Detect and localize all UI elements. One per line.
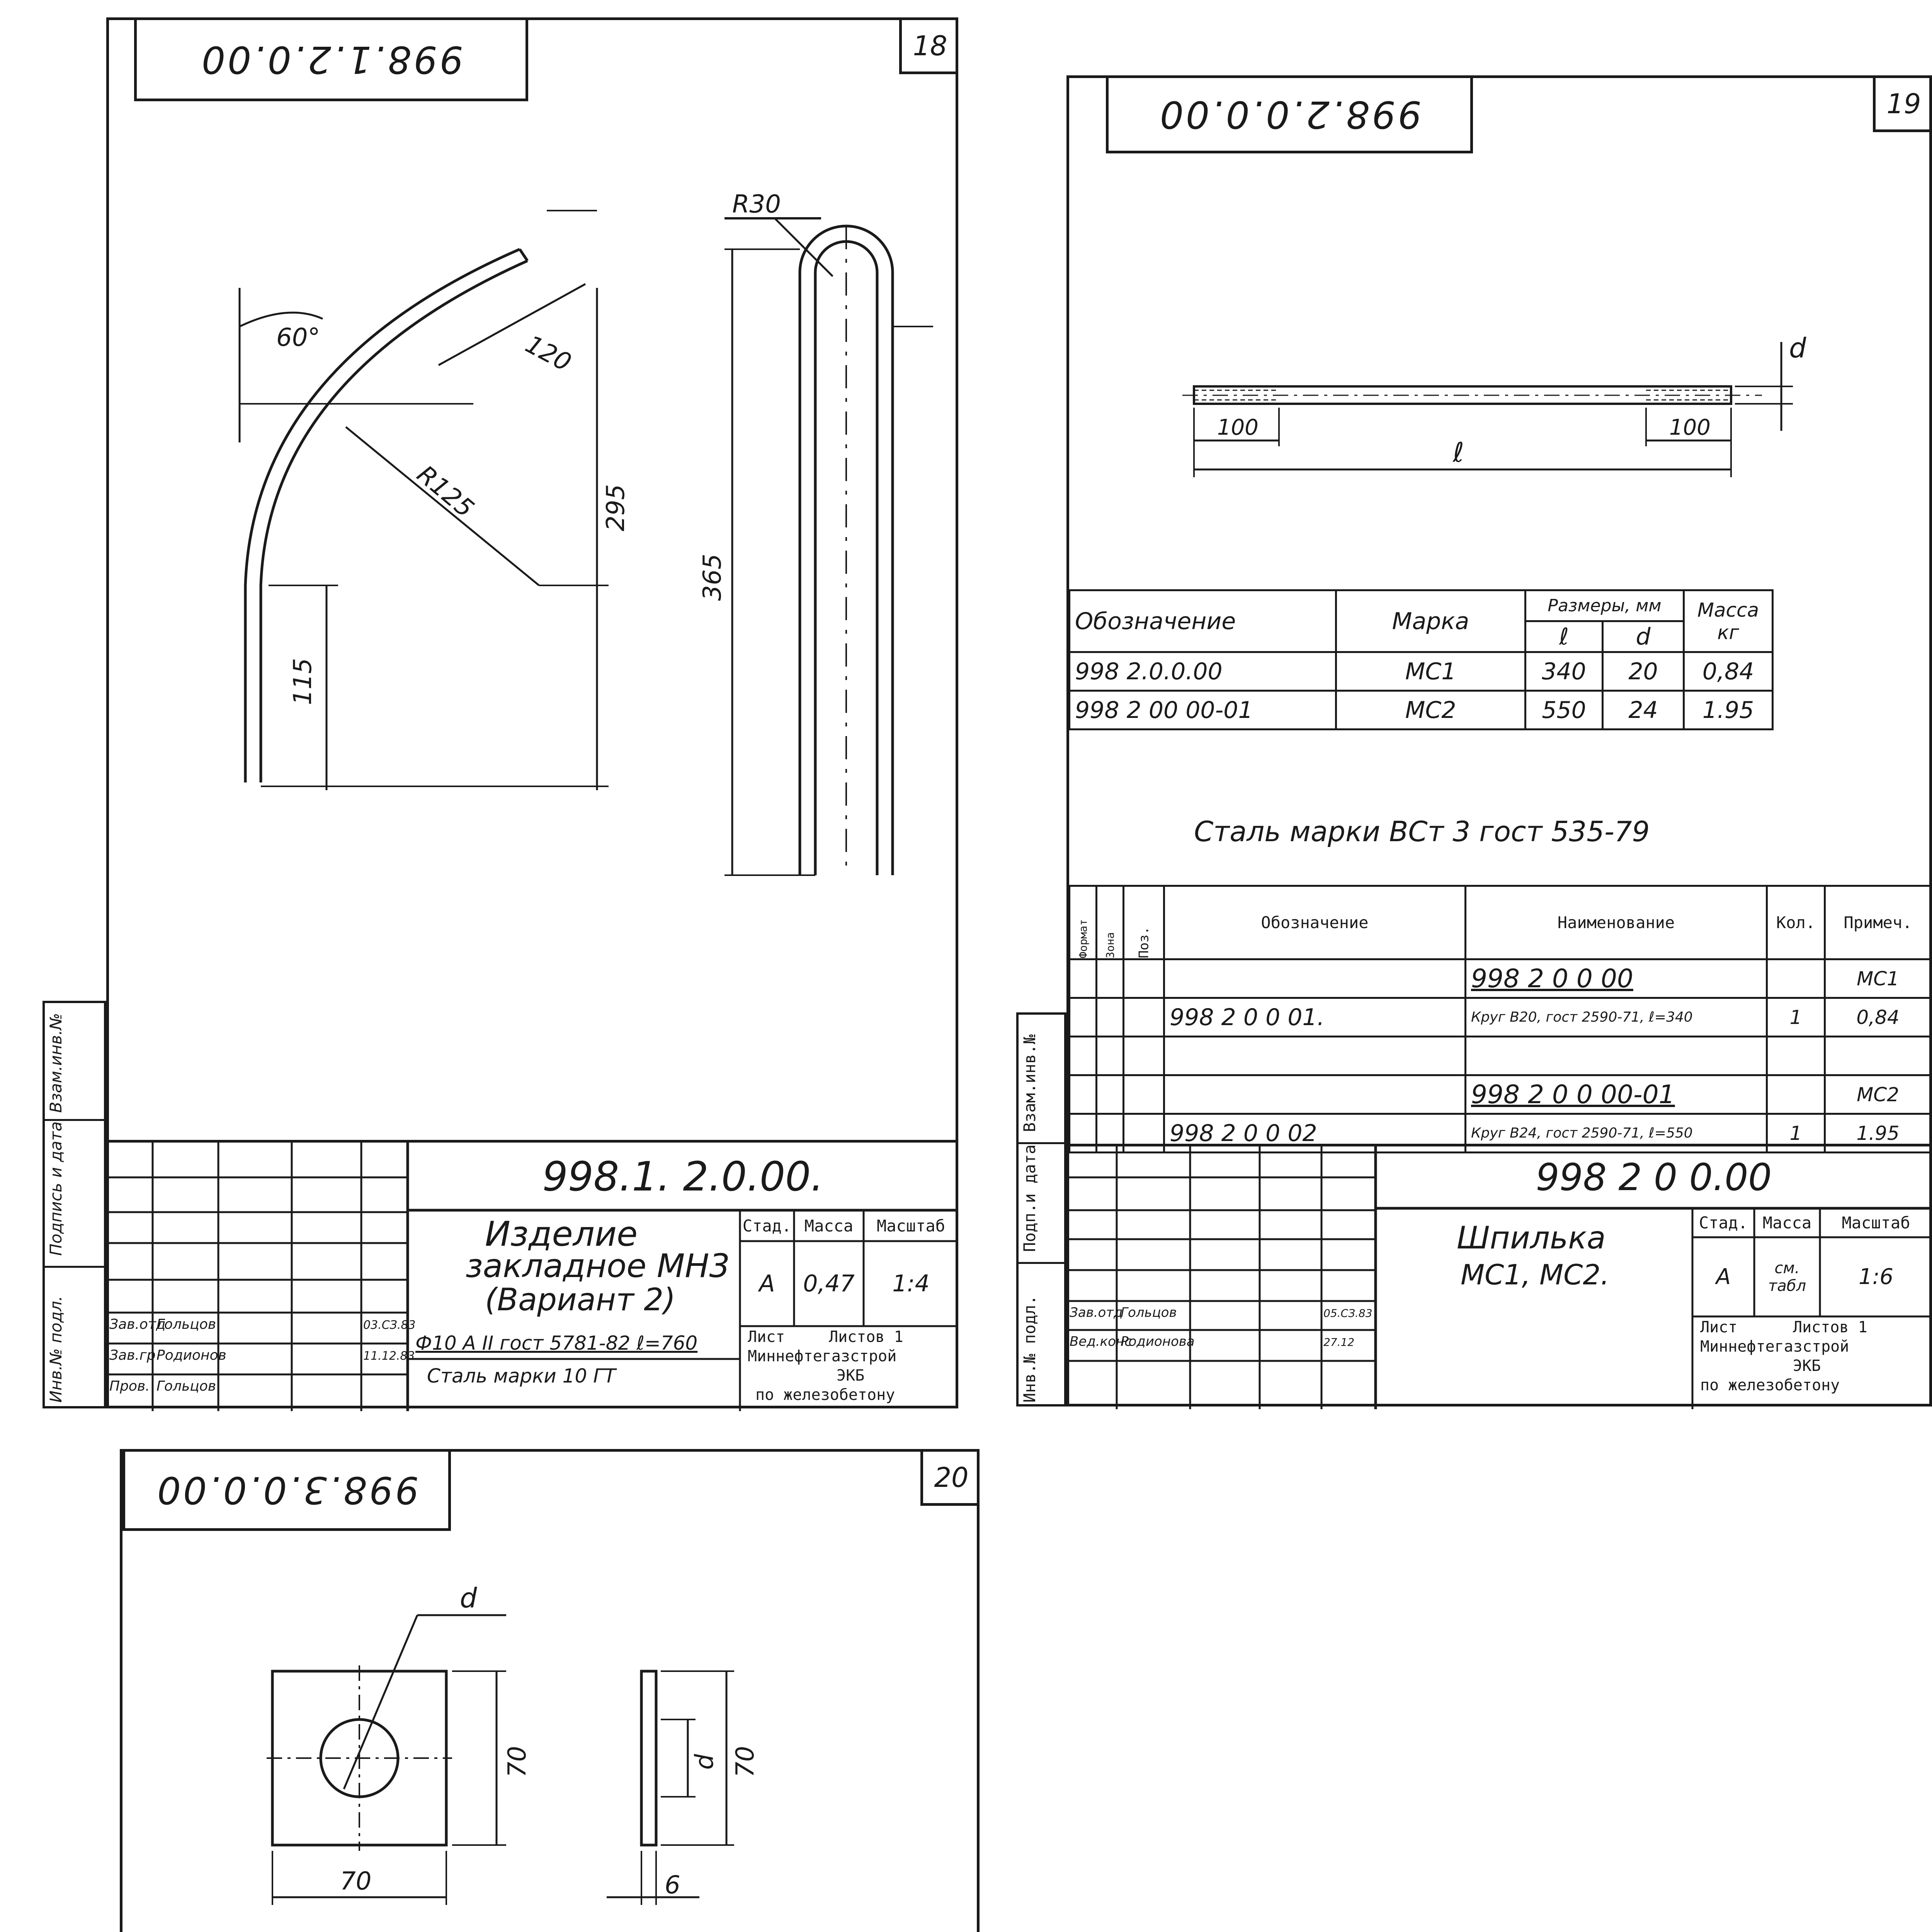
item-name-1: Шпилька	[1457, 1220, 1606, 1256]
dim-365: 365	[698, 553, 727, 601]
mass-value: 0,47	[803, 1270, 855, 1297]
table-row: 998 2 0 0 00-01 МС2	[1070, 1075, 1931, 1114]
side-label-replace: Взам.инв.№	[1020, 1034, 1039, 1132]
dim-100-left: 100	[1217, 415, 1259, 440]
side-label-signature: Подпись и дата	[46, 1121, 65, 1256]
dim-height-70: 70	[503, 1746, 532, 1777]
item-name-3: (Вариант 2)	[485, 1282, 676, 1318]
date-2: 11.12.83	[363, 1349, 415, 1363]
table-row: 998 2 0 0 01. Круг В20, гост 2590-71, ℓ=340 1 0,84	[1070, 998, 1931, 1037]
item-name-1: Изделие	[485, 1214, 638, 1254]
table-row: 998 2.0.0.00 МС1 340 20 0,84	[1070, 652, 1773, 691]
side-label-inventory: Инв.№ подл.	[46, 1296, 65, 1403]
washer-plate-side	[641, 1671, 656, 1845]
dim-hole-d: d	[690, 1754, 719, 1770]
table-row: 998 2 00 00-01 МС2 550 24 1.95	[1070, 691, 1773, 730]
spec-col-code: Обозначение	[1164, 886, 1466, 959]
sheet-code: 998.2.0.0.00	[1157, 93, 1422, 136]
col-code: Обозначение	[1070, 590, 1336, 652]
dim-angle: 60°	[276, 323, 320, 352]
person-1: Гольцов	[1121, 1305, 1177, 1320]
drawing-number: 998.1. 2.0.00.	[542, 1153, 824, 1200]
dim-r30: R30	[732, 190, 781, 219]
drawing-embedded-part	[106, 17, 958, 1099]
page-number: 18	[913, 30, 947, 62]
title-block-18	[106, 1140, 958, 1408]
steel-note: Сталь марки ВСт 3 гост 535-79	[1194, 815, 1650, 848]
side-label-replace: Взам.инв.№	[46, 1013, 65, 1113]
person-3: Гольцов	[156, 1378, 216, 1394]
dim-d: d	[460, 1582, 477, 1614]
scale-header: Масштаб	[1842, 1213, 1910, 1232]
table-row: 998 2 0 0 02 Круг В24, гост 2590-71, ℓ=550 1 1.95	[1070, 1114, 1931, 1153]
org-line-1: Миннефтегазстрой	[748, 1347, 897, 1365]
mass-header: Масса	[804, 1216, 854, 1235]
role-1: Зав.отд	[109, 1316, 166, 1332]
spec-col-format: Формат	[1070, 886, 1097, 959]
sheet-label: Лист	[748, 1328, 785, 1346]
person-1: Гольцов	[156, 1316, 216, 1332]
dim-thickness-6: 6	[665, 1871, 680, 1900]
table-row	[1070, 1037, 1931, 1075]
person-2: Родионов	[156, 1347, 226, 1363]
table-row: 998 2 0 0 00 МС1	[1070, 959, 1931, 998]
scale-value: 1:4	[892, 1270, 930, 1297]
col-mark: Марка	[1336, 590, 1526, 652]
stage-header: Стад.	[1699, 1213, 1748, 1232]
dim-100-right: 100	[1669, 415, 1711, 440]
date-1: 05.СЗ.83	[1323, 1307, 1372, 1320]
dim-width-70: 70	[340, 1867, 372, 1896]
stud-table	[1068, 589, 1774, 730]
spec-col-qty: Кол.	[1767, 886, 1825, 959]
title-block-19	[1066, 1144, 1932, 1406]
scale-value: 1:6	[1858, 1264, 1894, 1289]
col-l: ℓ	[1526, 621, 1603, 652]
col-d: d	[1603, 621, 1684, 652]
col-mass: Масса кг	[1684, 590, 1773, 652]
material-line-1: Ф10 А II гост 5781-82 ℓ=760	[415, 1332, 698, 1354]
dim-115: 115	[289, 658, 317, 705]
spec-col-zone: Зона	[1097, 886, 1124, 959]
sheets-label: Листов 1	[1793, 1318, 1867, 1336]
sheet-code: 998.3.0.0.00	[155, 1468, 419, 1512]
mass-header: Масса	[1762, 1213, 1812, 1232]
date-2: 27.12	[1323, 1336, 1355, 1349]
org-line-1: Миннефтегазстрой	[1700, 1338, 1849, 1355]
role-2: Вед.конс	[1070, 1334, 1132, 1349]
dim-295: 295	[602, 484, 630, 531]
org-line-3: по железобетону	[1700, 1376, 1840, 1394]
role-2: Зав.гр	[109, 1347, 156, 1363]
role-3: Пров.	[109, 1378, 150, 1394]
specification-table	[1068, 885, 1932, 1153]
scale-header: Масштаб	[876, 1216, 945, 1235]
org-line-3: по железобетону	[755, 1386, 895, 1404]
org-line-2: ЭКБ	[837, 1367, 865, 1384]
spec-col-note: Примеч.	[1825, 886, 1931, 959]
drawing-stud	[1066, 75, 1932, 500]
spec-col-name: Наименование	[1466, 886, 1767, 959]
col-dims: Размеры, мм	[1526, 590, 1684, 621]
dim-r125: R125	[411, 460, 479, 524]
side-label-signature: Подп.и дата	[1020, 1144, 1039, 1252]
stage-value: А	[1716, 1264, 1731, 1289]
item-name-2: закладное МН3	[466, 1247, 730, 1285]
drawing-washer	[120, 1449, 980, 1932]
material-line-2: Сталь марки 10 ГТ	[427, 1365, 616, 1387]
sheet-label: Лист	[1700, 1318, 1738, 1336]
sheets-label: Листов 1	[829, 1328, 903, 1346]
side-label-inventory: Инв.№ подл.	[1020, 1295, 1039, 1403]
dim-120: 120	[520, 330, 576, 378]
spec-col-pos: Поз.	[1124, 886, 1164, 959]
org-line-2: ЭКБ	[1793, 1357, 1821, 1375]
dim-l: ℓ	[1453, 437, 1464, 468]
sheet-code: 998.1.2.0.00	[199, 37, 463, 81]
drawing-number: 998 2 0 0.00	[1536, 1156, 1772, 1199]
role-1: Зав.отд	[1070, 1305, 1123, 1320]
stage-value: А	[759, 1270, 775, 1297]
dim-d: d	[1789, 332, 1806, 364]
item-name-2: МС1, МС2.	[1461, 1259, 1610, 1291]
person-2: Родионова	[1121, 1334, 1195, 1349]
dim-side-70: 70	[731, 1746, 760, 1777]
date-1: 03.СЗ.83	[363, 1318, 416, 1332]
page-number: 20	[934, 1461, 969, 1493]
mass-value: см. табл	[1768, 1259, 1806, 1295]
page-number: 19	[1886, 88, 1921, 120]
stage-header: Стад.	[742, 1216, 792, 1235]
